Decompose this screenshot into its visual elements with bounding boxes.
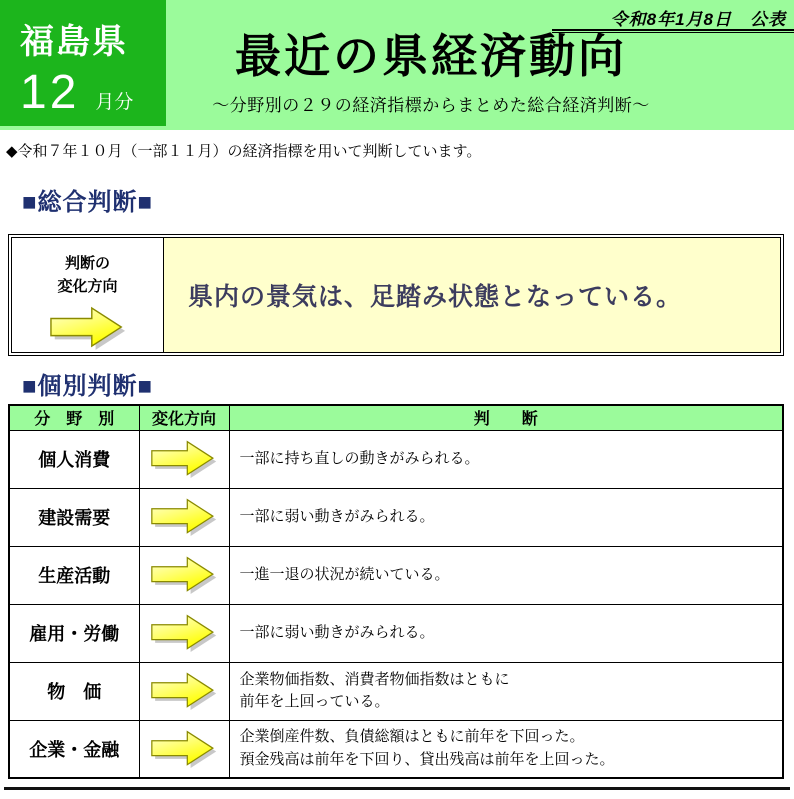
direction-label [57,252,117,299]
judgment-cell [229,604,783,662]
direction-cell [139,488,229,546]
table-header-row [9,405,783,430]
basis-note: ◆令和７年１０月（一部１１月）の経済指標を用いて判断しています。 [6,143,482,160]
judgment-line: 預金残高は前年を下回り、貸出残高は前年を上回った。 [239,750,615,768]
page-title: 最近の県経済動向 [235,30,627,82]
prefecture-name: 福島県 [20,23,128,61]
right-arrow-icon [151,613,217,653]
table-row [9,430,783,488]
individual-judgment-table-wrap [8,404,784,779]
report-month-suffix: 月分 [95,92,134,113]
right-arrow-icon [151,497,217,537]
right-arrow-icon [151,555,217,595]
judgment-line: 企業倒産件数、負債総額はともに前年を下回った。 [239,728,585,746]
direction-cell [139,604,229,662]
header-band [0,0,794,130]
direction-label-line1: 判断の [64,255,110,272]
direction-cell [139,662,229,720]
direction-cell [139,430,229,488]
report-month [20,66,166,119]
judgment-line: 一部に弱い動きがみられる。 [239,507,435,525]
judgment-cell [229,488,783,546]
direction-cell [139,720,229,778]
footer-divider [4,787,790,790]
page-subtitle: ～分野別の２９の経済指標からまとめた総合経済判断～ [212,95,650,115]
right-arrow-icon [151,671,217,711]
individual-judgment-heading: ■個別判断■ [22,373,153,400]
judgment-cell [229,546,783,604]
column-header-judgment: 判 断 [229,405,783,430]
field-label: 個人消費 [9,430,139,488]
field-label: 生産活動 [9,546,139,604]
overall-judgment-text: 県内の景気は、足踏み状態となっている。 [188,283,683,311]
overall-judgment-inner [11,237,781,353]
publication-date: 令和8年1月8日 公表 [610,10,786,29]
table-row [9,662,783,720]
title-block [166,0,696,116]
table-row [9,720,783,778]
overall-judgment-heading: ■総合判断■ [22,189,153,216]
right-arrow-icon [151,439,217,479]
field-label: 建設需要 [9,488,139,546]
overall-judgment-cell [164,238,780,352]
field-label: 雇用・労働 [9,604,139,662]
judgment-line: 一部に弱い動きがみられる。 [239,623,435,641]
column-header-direction: 変化方向 [139,405,229,430]
judgment-cell [229,662,783,720]
individual-judgment-table [8,404,784,779]
judgment-line: 一部に持ち直しの動きがみられる。 [239,449,480,467]
overall-direction-cell [12,238,164,352]
prefecture-box [0,0,166,126]
direction-label-line2: 変化方向 [57,278,118,296]
right-arrow-icon [151,729,217,769]
direction-cell [139,546,229,604]
field-label: 物 価 [9,662,139,720]
field-label: 企業・金融 [9,720,139,778]
judgment-cell [229,430,783,488]
column-header-field: 分 野 別 [9,405,139,430]
table-row [9,488,783,546]
table-row [9,546,783,604]
judgment-line: 企業物価指数、消費者物価指数はともに [239,670,510,688]
judgment-line: 前年を上回っている。 [239,693,390,710]
report-month-number: 12 [20,66,80,119]
overall-judgment-box [8,234,784,356]
judgment-cell [229,720,783,778]
table-row [9,604,783,662]
judgment-line: 一進一退の状況が続いている。 [239,565,450,583]
right-arrow-icon [50,305,126,351]
